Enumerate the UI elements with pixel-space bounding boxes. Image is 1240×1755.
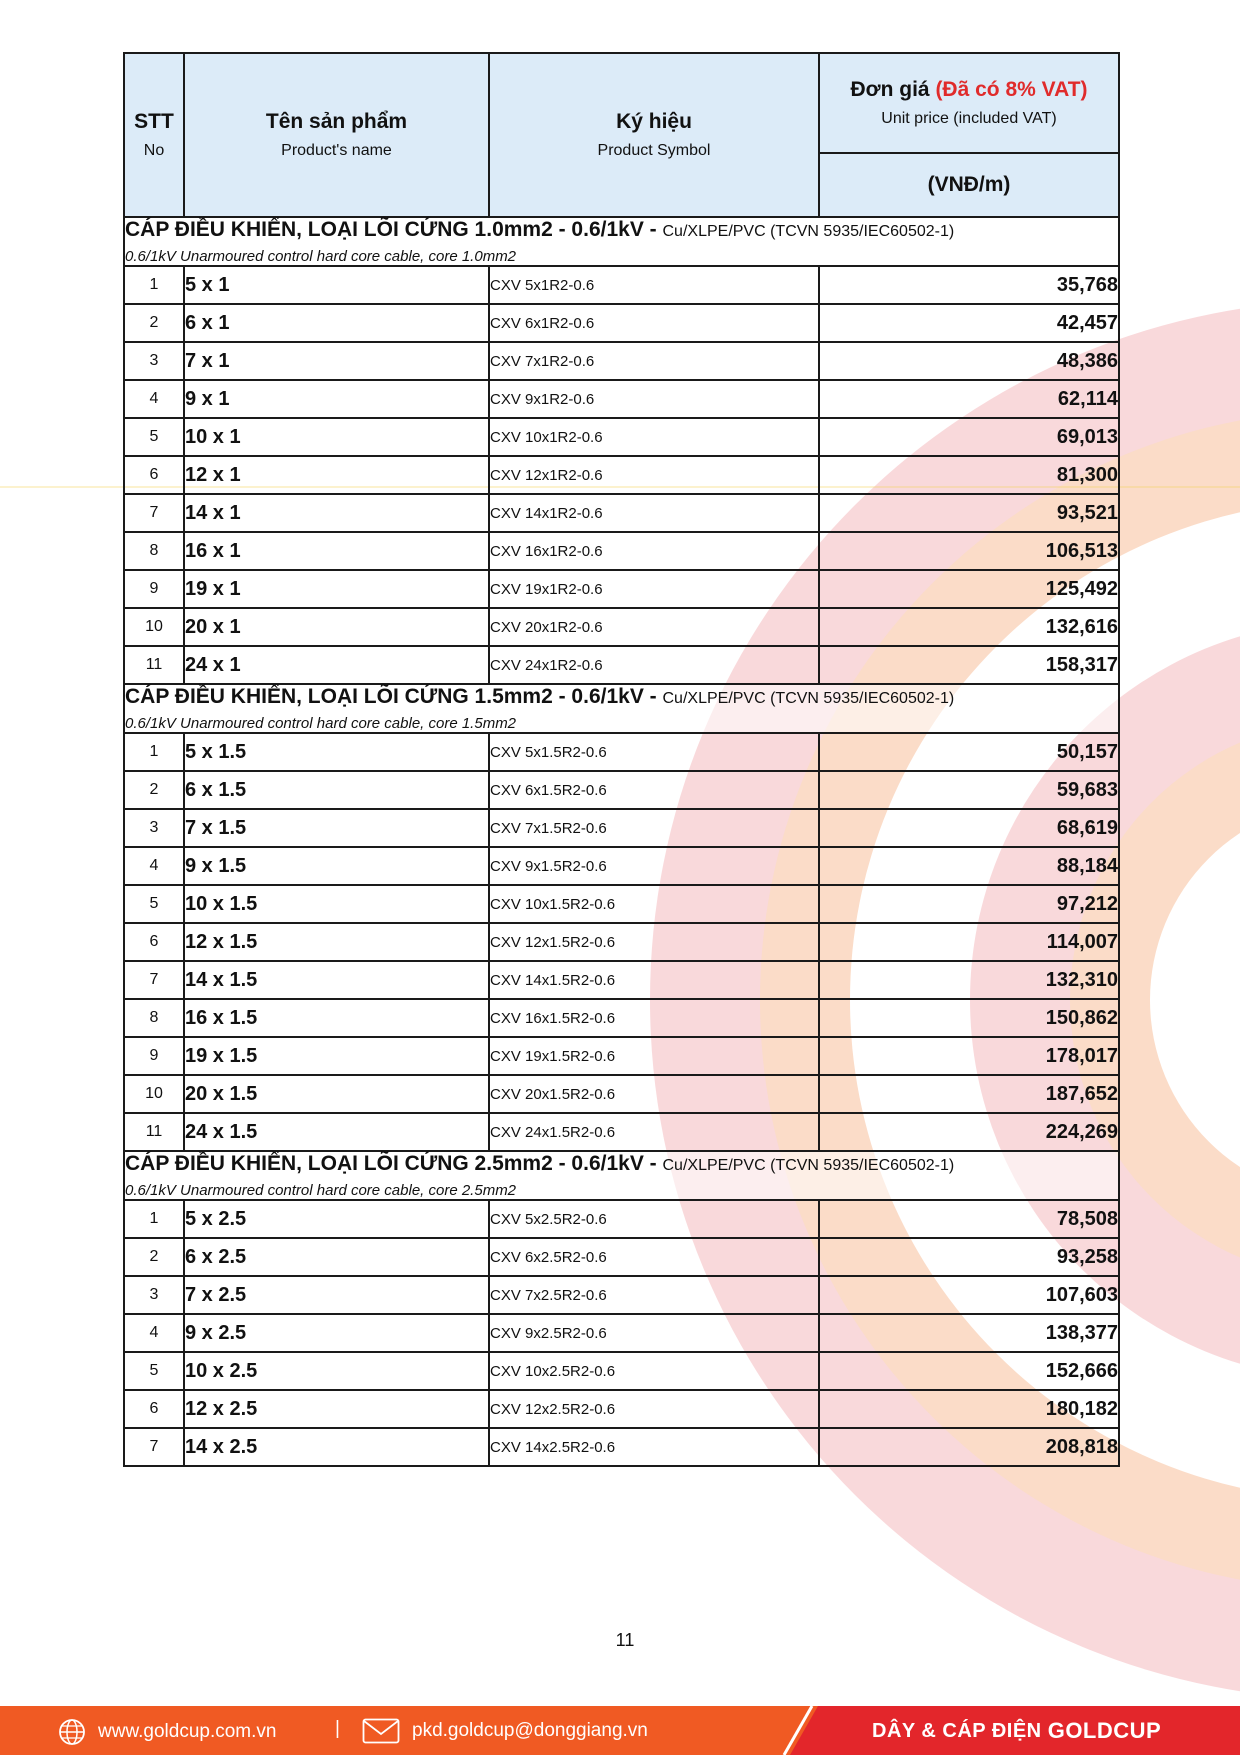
cell-product-symbol: CXV 7x1.5R2-0.6	[489, 809, 819, 847]
cell-product-symbol: CXV 12x1.5R2-0.6	[489, 923, 819, 961]
cell-product-symbol: CXV 7x1R2-0.6	[489, 342, 819, 380]
cell-stt: 8	[124, 532, 184, 570]
table-row	[124, 266, 1119, 304]
cell-product-name: 12 x 1	[184, 456, 489, 494]
section-title-vi-text: CÁP ĐIỀU KHIỂN, LOẠI LÕI CỨNG 2.5mm2 - 0.6/1kV -	[125, 1152, 657, 1175]
cell-unit-price: 59,683	[819, 771, 1119, 809]
cell-stt: 2	[124, 1238, 184, 1276]
cell-stt: 6	[124, 1390, 184, 1428]
cell-unit-price: 97,212	[819, 885, 1119, 923]
cell-unit-price: 62,114	[819, 380, 1119, 418]
section-header-row	[124, 1151, 1119, 1200]
table-row	[124, 1238, 1119, 1276]
cell-product-name: 5 x 1	[184, 266, 489, 304]
cell-stt: 1	[124, 266, 184, 304]
cell-product-symbol: CXV 24x1R2-0.6	[489, 646, 819, 684]
cell-unit-price: 180,182	[819, 1390, 1119, 1428]
footer-separator: |	[335, 1718, 340, 1739]
footer-brand	[872, 1718, 1161, 1744]
brand-prefix: DÂY & CÁP ĐIỆN	[872, 1719, 1042, 1742]
cell-product-symbol: CXV 9x1.5R2-0.6	[489, 847, 819, 885]
cell-stt: 9	[124, 570, 184, 608]
cell-product-symbol: CXV 5x2.5R2-0.6	[489, 1200, 819, 1238]
cell-unit-price: 224,269	[819, 1113, 1119, 1151]
header-price	[819, 53, 1119, 153]
footer-website[interactable]	[58, 1718, 276, 1746]
cell-product-symbol: CXV 12x1R2-0.6	[489, 456, 819, 494]
cell-unit-price: 125,492	[819, 570, 1119, 608]
header-name	[184, 53, 489, 217]
cell-unit-price: 42,457	[819, 304, 1119, 342]
cell-stt: 9	[124, 1037, 184, 1075]
cell-product-name: 9 x 1.5	[184, 847, 489, 885]
cell-stt: 5	[124, 418, 184, 456]
table-row	[124, 771, 1119, 809]
cell-unit-price: 35,768	[819, 266, 1119, 304]
cell-stt: 7	[124, 1428, 184, 1466]
cell-product-name: 14 x 2.5	[184, 1428, 489, 1466]
cell-stt: 10	[124, 608, 184, 646]
cell-unit-price: 132,616	[819, 608, 1119, 646]
cell-product-symbol: CXV 16x1.5R2-0.6	[489, 999, 819, 1037]
price-table	[123, 52, 1120, 1467]
table-row	[124, 494, 1119, 532]
page-number: 11	[615, 1630, 635, 1650]
table-row	[124, 1276, 1119, 1314]
cell-unit-price: 93,521	[819, 494, 1119, 532]
cell-stt: 2	[124, 304, 184, 342]
cell-product-name: 14 x 1.5	[184, 961, 489, 999]
cell-product-name: 19 x 1	[184, 570, 489, 608]
cell-product-symbol: CXV 7x2.5R2-0.6	[489, 1276, 819, 1314]
cell-product-symbol: CXV 14x1R2-0.6	[489, 494, 819, 532]
cell-stt: 6	[124, 923, 184, 961]
cell-product-symbol: CXV 16x1R2-0.6	[489, 532, 819, 570]
section-spec: Cu/XLPE/PVC (TCVN 5935/IEC60502-1)	[662, 223, 955, 240]
cell-product-name: 9 x 1	[184, 380, 489, 418]
cell-product-symbol: CXV 10x2.5R2-0.6	[489, 1352, 819, 1390]
cell-product-symbol: CXV 6x1R2-0.6	[489, 304, 819, 342]
cell-product-symbol: CXV 20x1R2-0.6	[489, 608, 819, 646]
cell-unit-price: 48,386	[819, 342, 1119, 380]
section-header-row	[124, 217, 1119, 266]
section-title-vi-text: CÁP ĐIỀU KHIỂN, LOẠI LÕI CỨNG 1.5mm2 - 0.6/1kV -	[125, 685, 657, 708]
section-header	[124, 1151, 1119, 1200]
section-title-en: 0.6/1kV Unarmoured control hard core cable, core 1.5mm2	[125, 715, 517, 732]
cell-unit-price: 50,157	[819, 733, 1119, 771]
table-row	[124, 847, 1119, 885]
cell-product-symbol: CXV 10x1R2-0.6	[489, 418, 819, 456]
table-row	[124, 1352, 1119, 1390]
cell-product-name: 20 x 1.5	[184, 1075, 489, 1113]
section-header	[124, 684, 1119, 733]
table-row	[124, 1200, 1119, 1238]
header-stt	[124, 53, 184, 217]
cell-product-name: 6 x 1.5	[184, 771, 489, 809]
table-row	[124, 1428, 1119, 1466]
header-price-en: Unit price (included VAT)	[881, 110, 1057, 127]
cell-unit-price: 93,258	[819, 1238, 1119, 1276]
cell-product-name: 5 x 2.5	[184, 1200, 489, 1238]
cell-stt: 2	[124, 771, 184, 809]
cell-product-symbol: CXV 10x1.5R2-0.6	[489, 885, 819, 923]
footer-bar	[0, 1706, 1240, 1755]
section-title-vi	[125, 685, 1118, 709]
section-header	[124, 217, 1119, 266]
table-row	[124, 1314, 1119, 1352]
section-title-en: 0.6/1kV Unarmoured control hard core cable, core 1.0mm2	[125, 248, 517, 265]
cell-stt: 4	[124, 847, 184, 885]
cell-product-name: 9 x 2.5	[184, 1314, 489, 1352]
header-symbol-en: Product Symbol	[597, 142, 711, 159]
cell-unit-price: 150,862	[819, 999, 1119, 1037]
table-row	[124, 1075, 1119, 1113]
section-title-vi	[125, 1152, 1118, 1176]
header-name-en: Product's name	[281, 142, 392, 159]
header-symbol-vi: Ký hiệu	[616, 110, 692, 133]
cell-unit-price: 69,013	[819, 418, 1119, 456]
brand-name: GOLDCUP	[1047, 1718, 1162, 1743]
section-spec: Cu/XLPE/PVC (TCVN 5935/IEC60502-1)	[662, 1157, 955, 1174]
table-row	[124, 532, 1119, 570]
cell-unit-price: 208,818	[819, 1428, 1119, 1466]
cell-product-symbol: CXV 5x1R2-0.6	[489, 266, 819, 304]
table-row	[124, 608, 1119, 646]
cell-stt: 1	[124, 733, 184, 771]
cell-unit-price: 114,007	[819, 923, 1119, 961]
table-row	[124, 570, 1119, 608]
cell-stt: 4	[124, 380, 184, 418]
section-title-en: 0.6/1kV Unarmoured control hard core cable, core 2.5mm2	[125, 1182, 517, 1199]
cell-product-name: 16 x 1	[184, 532, 489, 570]
cell-product-name: 6 x 1	[184, 304, 489, 342]
cell-unit-price: 132,310	[819, 961, 1119, 999]
cell-stt: 11	[124, 1113, 184, 1151]
cell-unit-price: 68,619	[819, 809, 1119, 847]
cell-product-name: 20 x 1	[184, 608, 489, 646]
cell-product-name: 12 x 1.5	[184, 923, 489, 961]
cell-product-symbol: CXV 6x2.5R2-0.6	[489, 1238, 819, 1276]
table-row	[124, 418, 1119, 456]
cell-product-name: 7 x 1.5	[184, 809, 489, 847]
cell-unit-price: 178,017	[819, 1037, 1119, 1075]
cell-unit-price: 78,508	[819, 1200, 1119, 1238]
cell-product-symbol: CXV 19x1.5R2-0.6	[489, 1037, 819, 1075]
header-name-vi: Tên sản phẩm	[265, 110, 408, 133]
table-row	[124, 809, 1119, 847]
section-title-vi	[125, 218, 1118, 242]
table-row	[124, 380, 1119, 418]
cell-unit-price: 138,377	[819, 1314, 1119, 1352]
header-stt-en: No	[143, 142, 165, 159]
mail-icon	[362, 1718, 400, 1744]
cell-product-symbol: CXV 14x1.5R2-0.6	[489, 961, 819, 999]
cell-stt: 5	[124, 885, 184, 923]
cell-stt: 3	[124, 1276, 184, 1314]
cell-product-name: 10 x 2.5	[184, 1352, 489, 1390]
cell-product-name: 10 x 1	[184, 418, 489, 456]
table-row	[124, 1390, 1119, 1428]
cell-stt: 3	[124, 342, 184, 380]
cell-unit-price: 106,513	[819, 532, 1119, 570]
section-title-vi-text: CÁP ĐIỀU KHIỂN, LOẠI LÕI CỨNG 1.0mm2 - 0.6/1kV -	[125, 218, 657, 241]
cell-product-name: 5 x 1.5	[184, 733, 489, 771]
cell-product-symbol: CXV 14x2.5R2-0.6	[489, 1428, 819, 1466]
cell-product-name: 6 x 2.5	[184, 1238, 489, 1276]
cell-product-name: 12 x 2.5	[184, 1390, 489, 1428]
header-vat-note: (Đã có 8% VAT)	[935, 78, 1088, 101]
cell-stt: 3	[124, 809, 184, 847]
cell-stt: 1	[124, 1200, 184, 1238]
header-price-vi: Đơn giá	[850, 78, 930, 101]
cell-stt: 10	[124, 1075, 184, 1113]
table-row	[124, 1037, 1119, 1075]
table-row	[124, 304, 1119, 342]
table-row	[124, 733, 1119, 771]
section-header-row	[124, 684, 1119, 733]
website-text: www.goldcup.com.vn	[98, 1721, 277, 1742]
cell-stt: 4	[124, 1314, 184, 1352]
table-row	[124, 342, 1119, 380]
cell-product-symbol: CXV 9x2.5R2-0.6	[489, 1314, 819, 1352]
cell-product-name: 7 x 1	[184, 342, 489, 380]
cell-stt: 6	[124, 456, 184, 494]
cell-unit-price: 81,300	[819, 456, 1119, 494]
price-table-body	[124, 217, 1119, 1466]
cell-unit-price: 187,652	[819, 1075, 1119, 1113]
cell-product-name: 7 x 2.5	[184, 1276, 489, 1314]
cell-product-symbol: CXV 9x1R2-0.6	[489, 380, 819, 418]
cell-product-name: 10 x 1.5	[184, 885, 489, 923]
table-row	[124, 923, 1119, 961]
header-symbol	[489, 53, 819, 217]
cell-unit-price: 158,317	[819, 646, 1119, 684]
cell-product-symbol: CXV 6x1.5R2-0.6	[489, 771, 819, 809]
cell-stt: 5	[124, 1352, 184, 1390]
cell-product-symbol: CXV 12x2.5R2-0.6	[489, 1390, 819, 1428]
cell-product-symbol: CXV 5x1.5R2-0.6	[489, 733, 819, 771]
table-row	[124, 961, 1119, 999]
table-row	[124, 646, 1119, 684]
cell-product-symbol: CXV 19x1R2-0.6	[489, 570, 819, 608]
footer-email[interactable]	[362, 1718, 648, 1744]
table-row	[124, 456, 1119, 494]
cell-stt: 7	[124, 961, 184, 999]
cell-product-symbol: CXV 20x1.5R2-0.6	[489, 1075, 819, 1113]
cell-product-name: 24 x 1.5	[184, 1113, 489, 1151]
email-text: pkd.goldcup@donggiang.vn	[412, 1720, 648, 1741]
cell-unit-price: 88,184	[819, 847, 1119, 885]
table-row	[124, 1113, 1119, 1151]
cell-stt: 11	[124, 646, 184, 684]
cell-unit-price: 152,666	[819, 1352, 1119, 1390]
cell-product-name: 16 x 1.5	[184, 999, 489, 1037]
table-row	[124, 999, 1119, 1037]
cell-unit-price: 107,603	[819, 1276, 1119, 1314]
cell-stt: 7	[124, 494, 184, 532]
table-row	[124, 885, 1119, 923]
price-table-container	[123, 52, 1118, 1467]
cell-product-symbol: CXV 24x1.5R2-0.6	[489, 1113, 819, 1151]
cell-stt: 8	[124, 999, 184, 1037]
header-currency: (VNĐ/m)	[819, 153, 1119, 217]
header-stt-vi: STT	[134, 110, 174, 133]
cell-product-name: 24 x 1	[184, 646, 489, 684]
cell-product-name: 19 x 1.5	[184, 1037, 489, 1075]
section-spec: Cu/XLPE/PVC (TCVN 5935/IEC60502-1)	[662, 690, 955, 707]
cell-product-name: 14 x 1	[184, 494, 489, 532]
globe-icon	[58, 1718, 86, 1746]
